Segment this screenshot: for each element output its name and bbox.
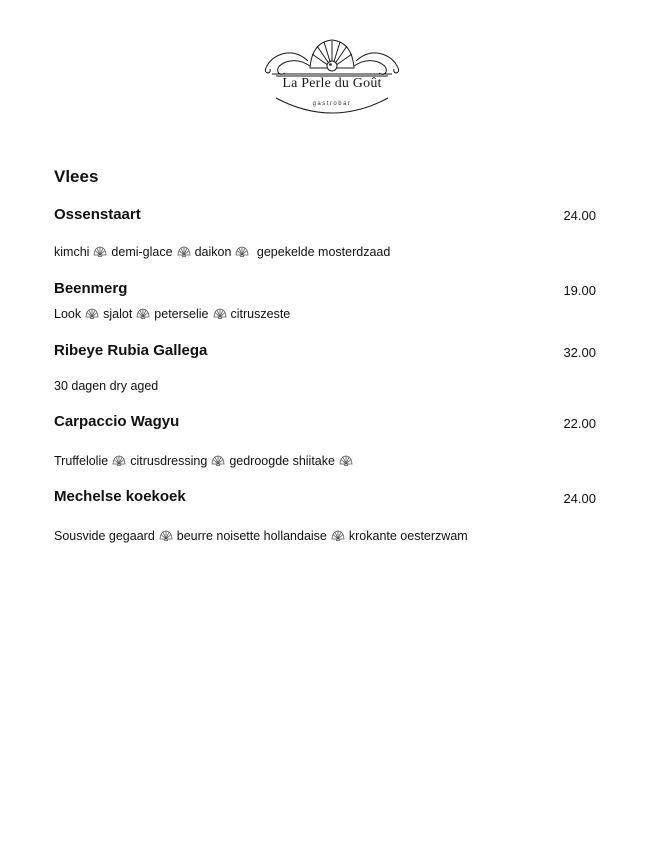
ingredient: peterselie — [154, 307, 209, 321]
dish-name: Mechelse koekoek — [54, 488, 186, 505]
ingredient: krokante oesterzwam — [348, 529, 468, 543]
shell-icon — [176, 246, 192, 257]
ingredient: daikon — [194, 245, 232, 259]
dish-price: 19.00 — [563, 283, 596, 298]
ingredient: Look — [54, 307, 82, 321]
logo-subtitle: gastrobar — [312, 101, 352, 107]
ingredient: kimchi — [54, 245, 90, 259]
ingredient: citrusdressing — [130, 454, 208, 468]
logo-name: La Perle du Goût — [282, 76, 382, 91]
shell-icon — [111, 455, 127, 466]
ingredient: gedroogde shiitake — [229, 454, 335, 468]
shell-icon — [330, 530, 346, 541]
shell-icon — [158, 530, 174, 541]
shell-icon — [210, 455, 226, 466]
shell-icon — [338, 455, 354, 466]
shell-icon — [212, 308, 228, 319]
section-title: Vlees — [54, 167, 99, 186]
dish-description — [54, 245, 390, 259]
dish-description — [54, 379, 158, 393]
shell-icon — [135, 308, 151, 319]
ingredient: sjalot — [103, 307, 133, 321]
shell-icon — [84, 308, 100, 319]
dish-price: 24.00 — [563, 208, 596, 223]
shell-icon — [92, 246, 108, 257]
dish-price: 32.00 — [563, 345, 596, 360]
dish-name: Ossenstaart — [54, 206, 141, 223]
ingredient: Truffelolie — [54, 454, 109, 468]
ingredient: gepekelde mosterdzaad — [256, 245, 391, 259]
dish-price: 24.00 — [563, 491, 596, 506]
ingredient: beurre noisette hollandaise — [176, 529, 327, 543]
dish-description — [54, 454, 357, 468]
ingredient: 30 dagen dry aged — [54, 379, 159, 393]
dish-description — [54, 529, 468, 543]
dish-name: Carpaccio Wagyu — [54, 413, 180, 430]
restaurant-logo — [258, 36, 406, 118]
dish-name: Beenmerg — [54, 280, 128, 297]
shell-icon — [234, 246, 250, 257]
ingredient: Sousvide gegaard — [54, 529, 155, 543]
dish-price: 22.00 — [563, 416, 596, 431]
dish-description — [54, 307, 290, 321]
dish-name: Ribeye Rubia Gallega — [54, 342, 208, 359]
ingredient: demi-glace — [111, 245, 173, 259]
ingredient: citruszeste — [230, 307, 291, 321]
